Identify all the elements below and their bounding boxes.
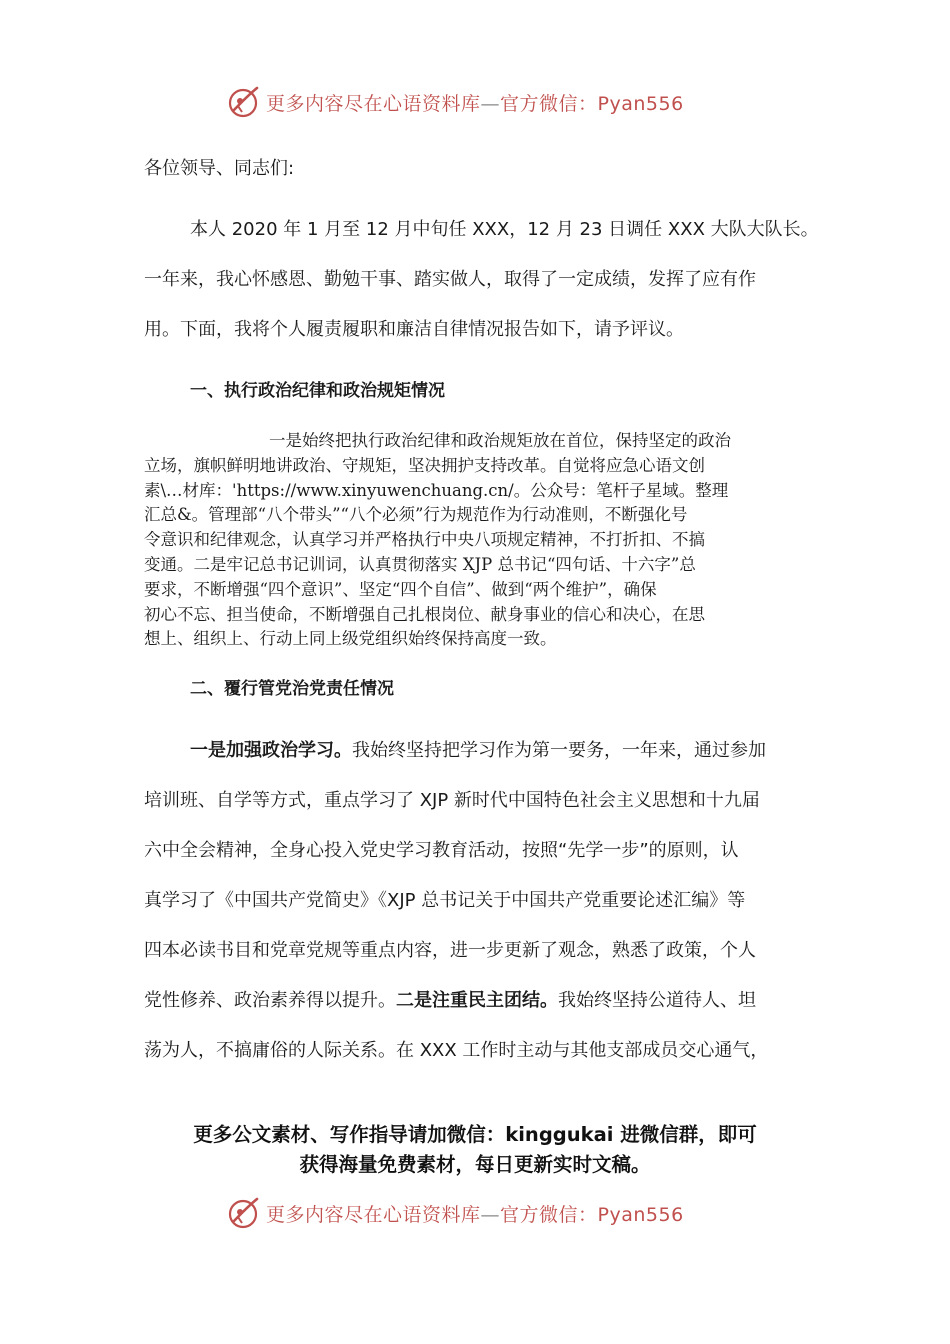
body-line: 想上、组织上、行动上同上级党组织始终保持高度一致。 — [144, 629, 557, 649]
body-line: 一是加强政治学习。我始终坚持把学习作为第一要务，一年来，通过参加 — [190, 740, 766, 761]
body-line: 初心不忘、担当使命，不断增强自己扎根岗位、献身事业的信心和决心，在思 — [144, 604, 705, 624]
emphasis-text: 一是加强政治学习。 — [190, 740, 352, 761]
body-line: 立场，旗帜鲜明地讲政治、守规矩，坚决拥护支持改革。自觉将应急心语文创 — [144, 455, 705, 475]
footer-cta — [0, 1120, 950, 1180]
body-line: 培训班、自学等方式，重点学习了 XJP 新时代中国特色社会主义思想和十九届 — [144, 790, 760, 811]
intro-line: 一年来，我心怀感恩、勤勉干事、踏实做人，取得了一定成绩，发挥了应有作 — [144, 269, 756, 290]
body-line: 真学习了《中国共产党简史》《XJP 总书记关于中国共产党重要论述汇编》等 — [144, 890, 746, 911]
header-banner — [226, 82, 684, 122]
footer-banner — [226, 1193, 684, 1233]
banner-text: 更多内容尽在心语资料库—官方微信：Pyan556 — [266, 1203, 684, 1226]
section-heading: 二、覆行管党治党责任情况 — [190, 679, 394, 699]
body-line: 素\…材库：'https://www.xinyuwenchuang.cn/。公众号：笔杆子星域。整理 — [144, 480, 729, 500]
intro-line: 用。下面，我将个人履责履职和廉洁自律情况报告如下，请予评议。 — [144, 319, 684, 340]
footer-cta-line: 获得海量免费素材，每日更新实时文稿。 — [299, 1153, 651, 1176]
emphasis-text: 二是注重民主团结。 — [396, 990, 558, 1011]
body-line: 荡为人，不搞庸俗的人际关系。在 XXX 工作时主动与其他支部成员交心通气， — [144, 1040, 769, 1061]
body-line: 汇总&。管理部“八个带头”“八个必须”行为规范作为行动准则，不断强化号 — [144, 505, 688, 525]
section1-body — [144, 429, 814, 652]
brand-logo-icon — [226, 84, 262, 120]
body-line: 四本必读书目和党章党规等重点内容，进一步更新了观念，熟悉了政策，个人 — [144, 940, 756, 961]
footer-cta-line: 更多公文素材、写作指导请加微信：kinggukai 进微信群，即可 — [193, 1123, 757, 1146]
body-line: 一是始终把执行政治纪律和政治规矩放在首位，保持坚定的政治 — [269, 431, 731, 450]
greeting: 各位领导、同志们: — [144, 158, 295, 179]
body-line: 党性修养、政治素养得以提升。二是注重民主团结。我始终坚持公道待人、坦 — [144, 990, 756, 1011]
section-heading: 一、执行政治纪律和政治规矩情况 — [190, 381, 445, 401]
brand-logo-icon — [226, 1195, 262, 1231]
body-line: 六中全会精神，全身心投入党史学习教育活动，按照“先学一步”的原则，认 — [144, 840, 739, 861]
body-line: 要求，不断增强“四个意识”、坚定“四个自信”、做到“两个维护”，确保 — [144, 579, 657, 599]
banner-text: 更多内容尽在心语资料库—官方微信：Pyan556 — [266, 92, 684, 115]
body-line: 令意识和纪律观念，认真学习并严格执行中央八项规定精神，不打折扣、不搞 — [144, 530, 705, 550]
intro-line: 本人 2020 年 1 月至 12 月中旬任 XXX，12 月 23 日调任 XXX 大队大队长。 — [190, 219, 819, 240]
body-line: 变通。二是牢记总书记训词，认真贯彻落实 XJP 总书记“四句话、十六字”总 — [144, 554, 696, 574]
